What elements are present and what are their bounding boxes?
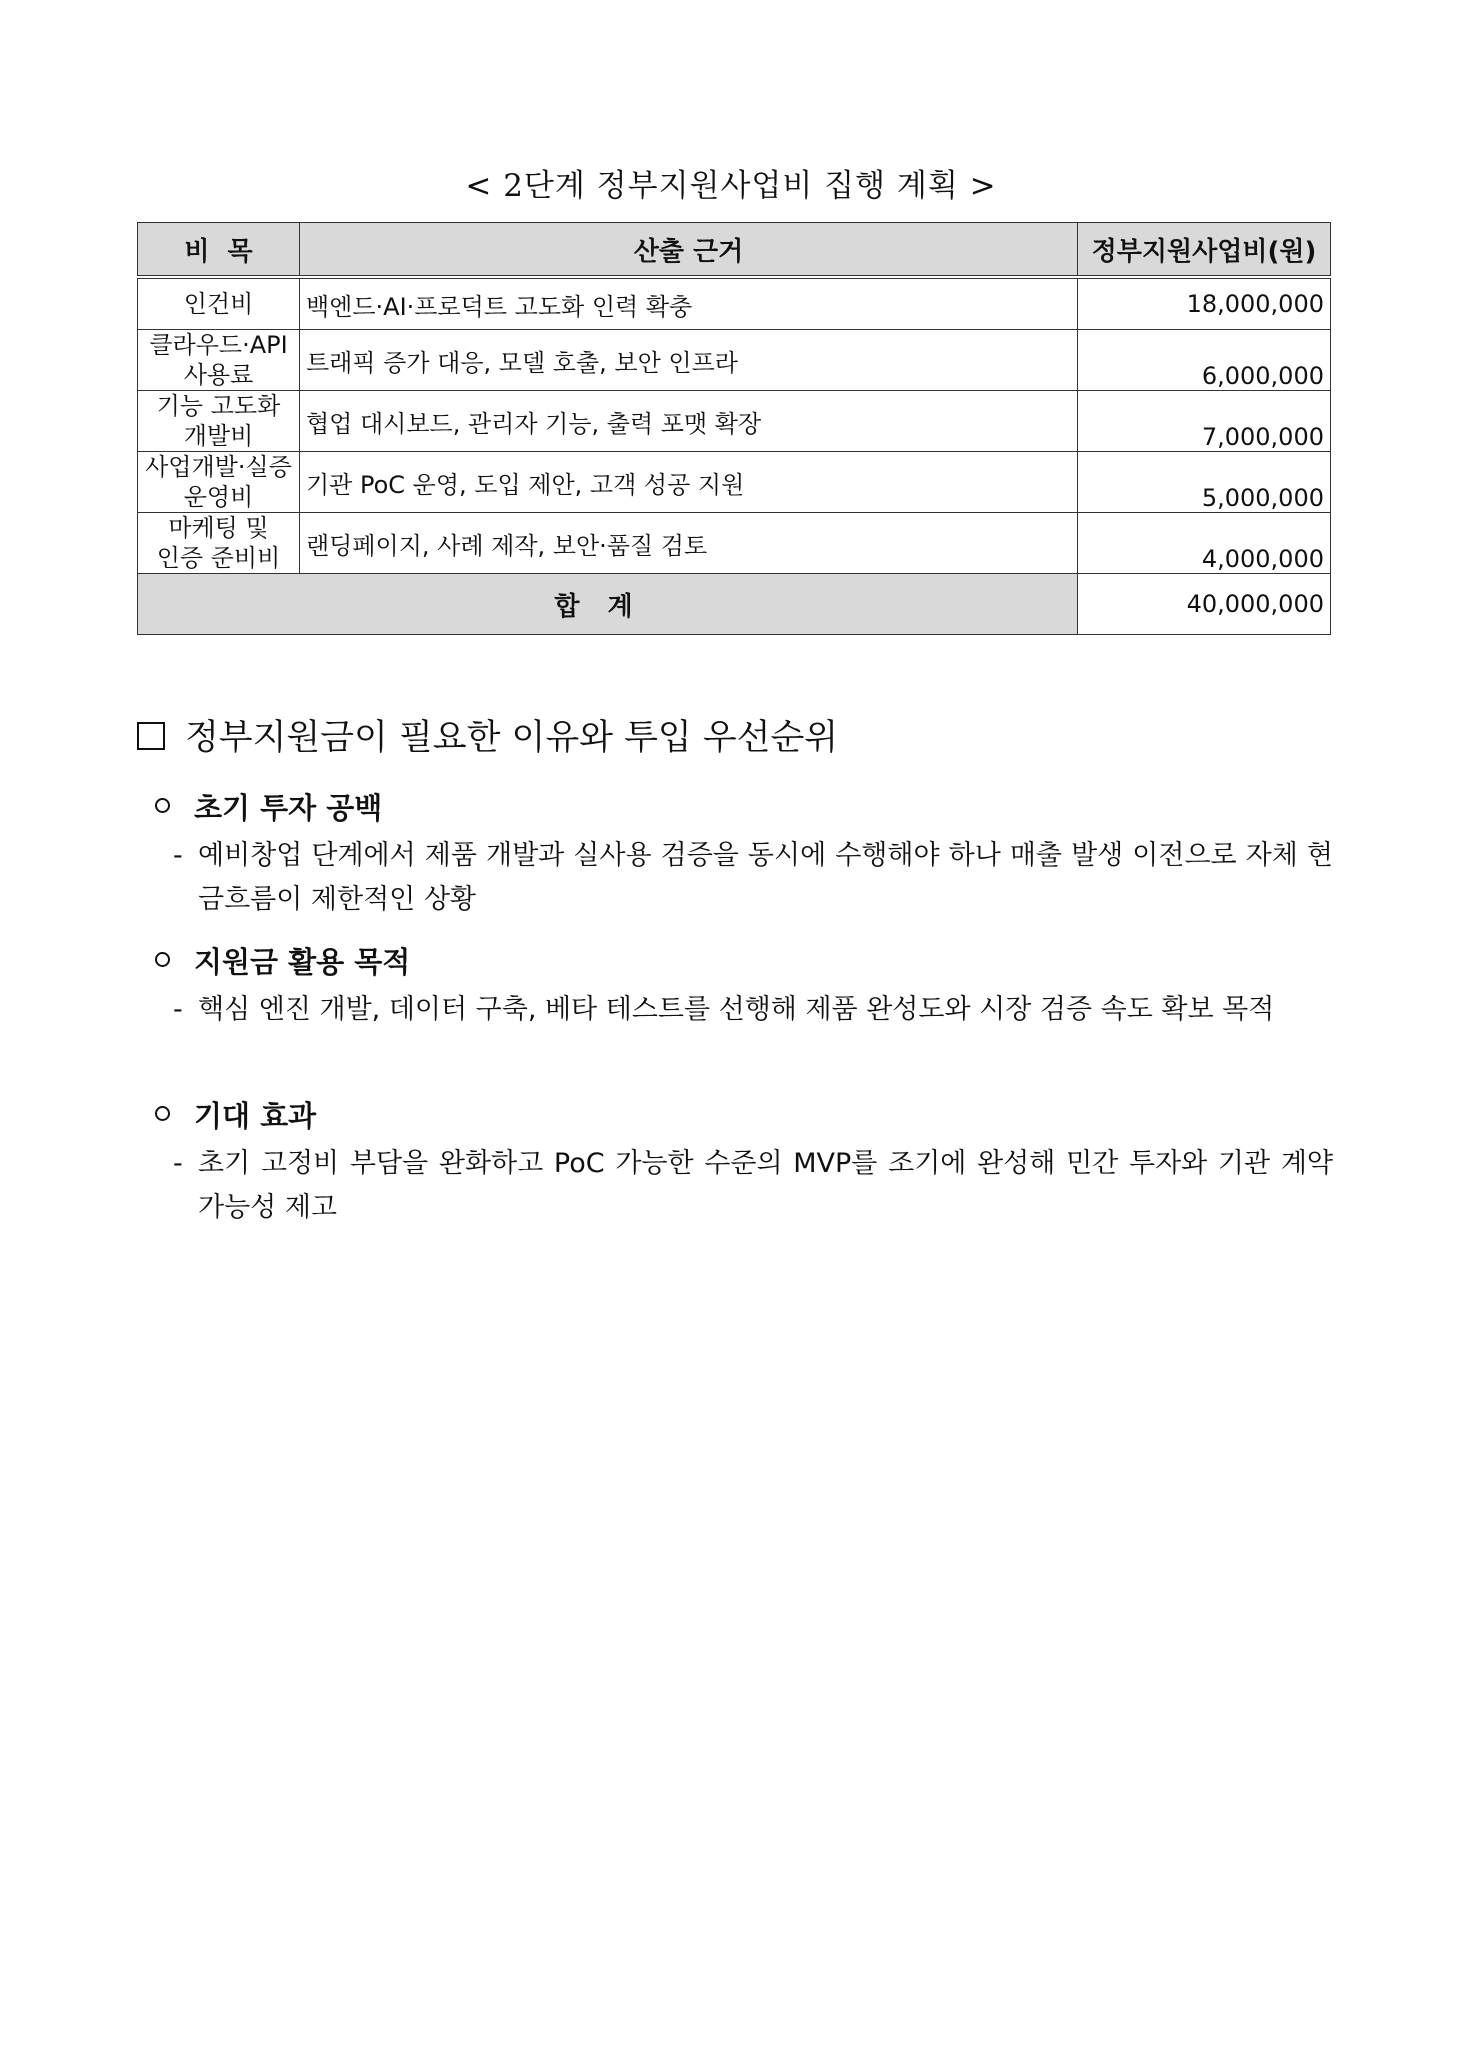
sub-heading-text: 초기 투자 공백: [194, 791, 383, 825]
checkbox-square-icon: [137, 722, 165, 750]
row-amount: 5,000,000: [1078, 452, 1331, 513]
sub-heading-text: 기대 효과: [194, 1099, 317, 1133]
dash-marker: -: [173, 840, 183, 871]
table-row: [138, 513, 1331, 574]
table-row: [138, 330, 1331, 391]
row-category: 사업개발·실증 운영비: [138, 452, 300, 513]
section-heading-text: 정부지원금이 필요한 이유와 투입 우선순위: [185, 718, 839, 758]
row-amount: 6,000,000: [1078, 330, 1331, 391]
circle-bullet-icon: [155, 798, 170, 813]
row-amount: 18,000,000: [1078, 277, 1331, 330]
bullet-item: [173, 988, 1333, 1032]
bullet-item: [173, 834, 1333, 922]
circle-bullet-icon: [155, 1106, 170, 1121]
table-row: [138, 391, 1331, 452]
table-row: [138, 277, 1331, 330]
row-basis: 랜딩페이지, 사례 제작, 보안·품질 검토: [300, 513, 1078, 574]
row-category: 기능 고도화 개발비: [138, 391, 300, 452]
section-heading: [137, 710, 838, 760]
sub-heading-text: 지원금 활용 목적: [194, 945, 411, 979]
header-amount: 정부지원사업비(원): [1078, 223, 1331, 278]
dash-marker: -: [173, 1148, 183, 1179]
circle-bullet-icon: [155, 952, 170, 967]
row-category: 클라우드·API 사용료: [138, 330, 300, 391]
total-amount: 40,000,000: [1078, 574, 1331, 635]
table-caption: < 2단계 정부지원사업비 집행 계획 >: [465, 168, 997, 204]
row-basis: 협업 대시보드, 관리자 기능, 출력 포맷 확장: [300, 391, 1078, 452]
row-amount: 4,000,000: [1078, 513, 1331, 574]
table-row: [138, 452, 1331, 513]
header-category: 비 목: [138, 223, 300, 278]
row-basis: 트래픽 증가 대응, 모델 호출, 보안 인프라: [300, 330, 1078, 391]
bullet-text: 핵심 엔진 개발, 데이터 구축, 베타 테스트를 선행해 제품 완성도와 시장 검증 속도 확보 목적: [198, 994, 1275, 1025]
row-amount: 7,000,000: [1078, 391, 1331, 452]
row-category: 마케팅 및 인증 준비비: [138, 513, 300, 574]
bullet-item: [173, 1142, 1333, 1230]
total-label: 합계: [138, 574, 1078, 635]
row-category: 인건비: [138, 277, 300, 330]
sub-heading: [155, 786, 382, 827]
bullet-text: 초기 고정비 부담을 완화하고 PoC 가능한 수준의 MVP를 조기에 완성해 민간 투자와 기관 계약 가능성 제고: [198, 1148, 1333, 1223]
header-basis: 산출 근거: [300, 223, 1078, 278]
budget-table: [137, 222, 1331, 635]
table-total-row: [138, 574, 1331, 635]
row-basis: 기관 PoC 운영, 도입 제안, 고객 성공 지원: [300, 452, 1078, 513]
row-basis: 백엔드·AI·프로덕트 고도화 인력 확충: [300, 277, 1078, 330]
dash-marker: -: [173, 994, 183, 1025]
table-header-row: [138, 223, 1331, 278]
sub-heading: [155, 940, 410, 981]
bullet-text: 예비창업 단계에서 제품 개발과 실사용 검증을 동시에 수행해야 하나 매출 발생 이전으로 자체 현금흐름이 제한적인 상황: [198, 840, 1333, 915]
sub-heading: [155, 1094, 316, 1135]
